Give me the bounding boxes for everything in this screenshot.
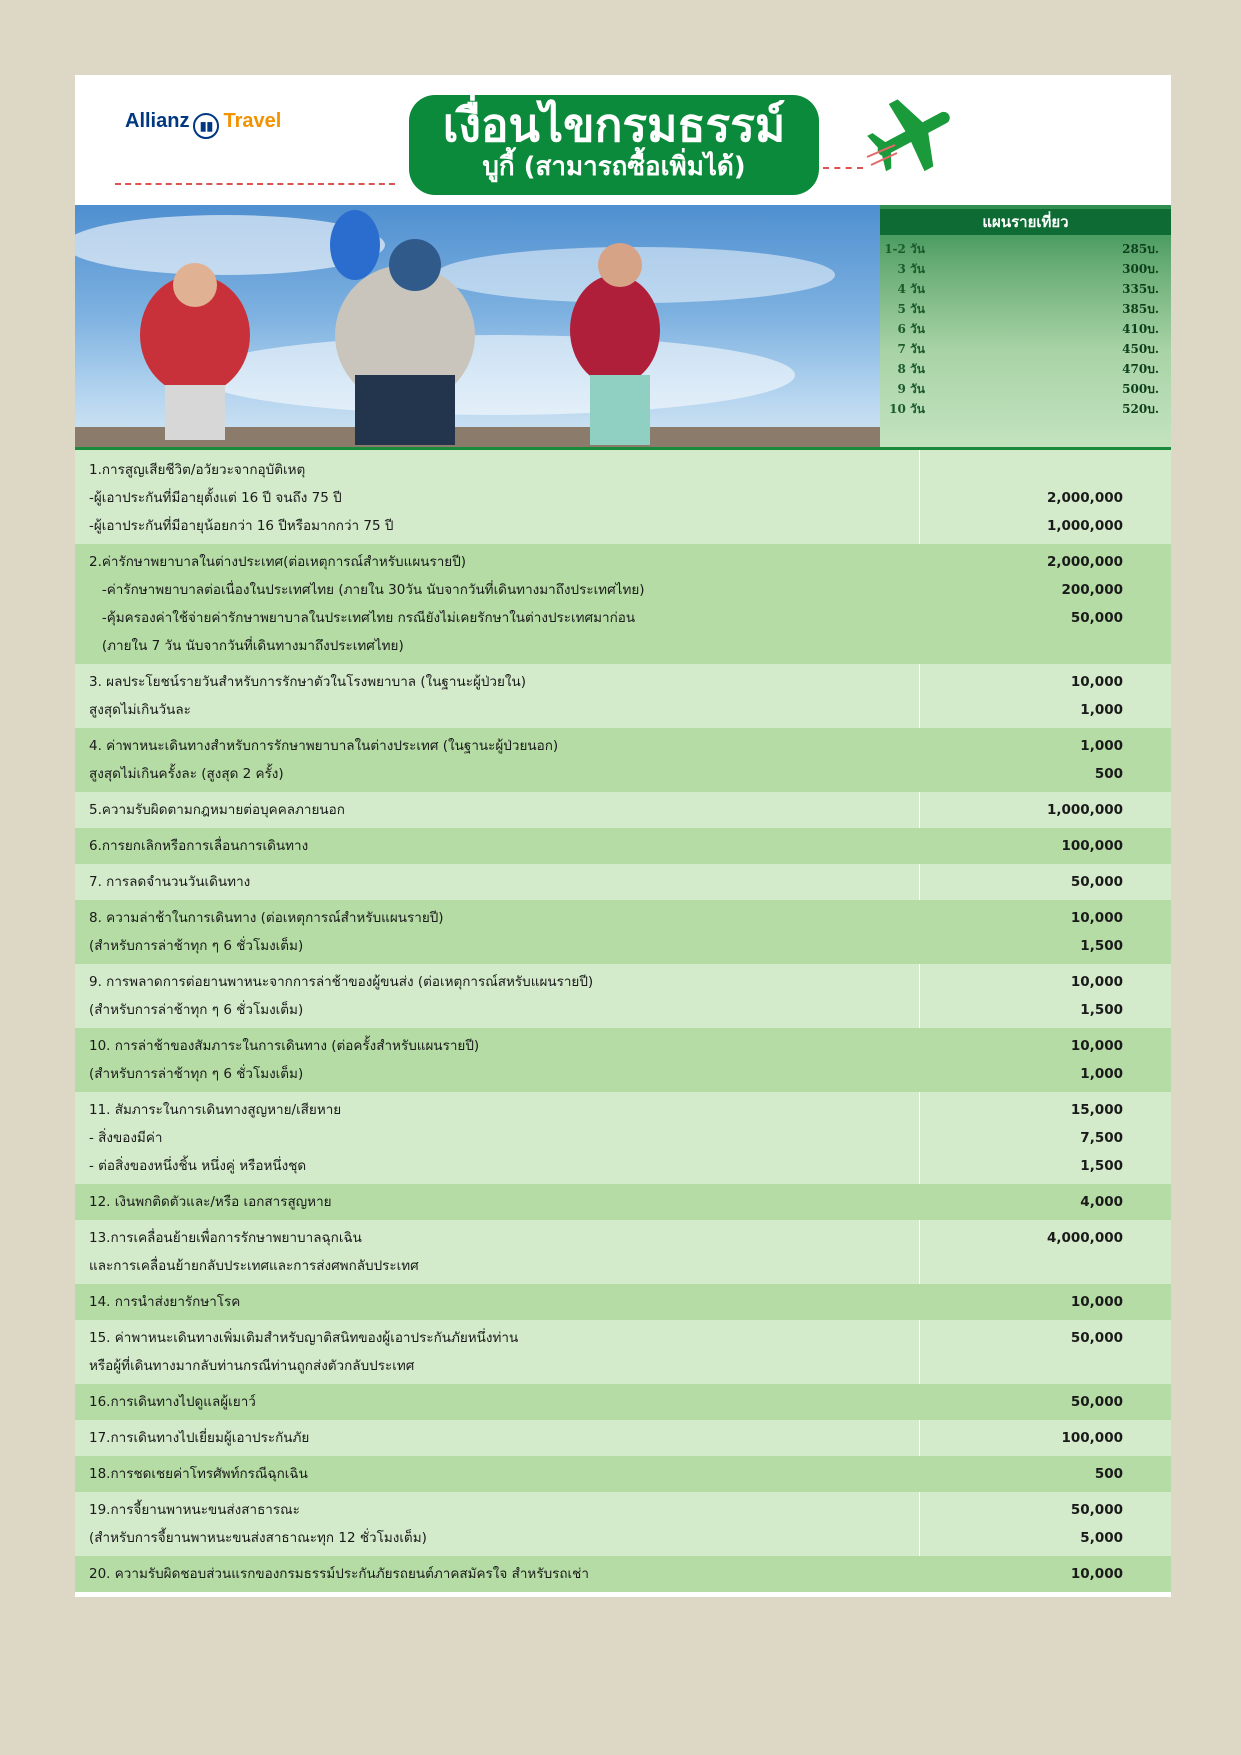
coverage-value: 2,000,000	[1046, 490, 1123, 506]
coverage-value: 100,000	[1061, 1430, 1123, 1446]
coverage-row	[75, 1320, 1171, 1384]
coverage-label: 12. เงินพกติดตัวและ/หรือ เอกสารสูญหาย	[89, 1194, 332, 1210]
coverage-row	[75, 1284, 1171, 1320]
coverage-label: 15. ค่าพาหนะเดินทางเพิ่มเติมสำหรับญาติสนิทของผู้เอาประกันภัยหนึ่งท่าน	[89, 1330, 519, 1346]
coverage-row	[75, 452, 1171, 544]
allianz-emblem-icon: ▮▮	[193, 113, 219, 139]
price-table-header: แผนรายเที่ยว	[880, 209, 1171, 235]
price-row	[880, 399, 1171, 419]
coverage-value: 500	[1094, 1466, 1123, 1482]
trip-days: 9 วัน	[897, 382, 925, 396]
brand-main: Allianz	[125, 110, 190, 132]
coverage-label: และการเคลื่อนย้ายกลับประเทศและการส่งศพกลับประเทศ	[89, 1258, 419, 1274]
coverage-label: สูงสุดไม่เกินครั้งละ (สูงสุด 2 ครั้ง)	[89, 766, 284, 782]
price-row	[880, 299, 1171, 319]
trip-days: 6 วัน	[897, 322, 925, 336]
coverage-value: 10,000	[1070, 1038, 1123, 1054]
coverage-row	[75, 1220, 1171, 1284]
coverage-label: 11. สัมภาระในการเดินทางสูญหาย/เสียหาย	[89, 1102, 342, 1118]
coverage-label: 3. ผลประโยชน์รายวันสำหรับการรักษาตัวในโรงพยาบาล (ในฐานะผู้ป่วยใน)	[89, 674, 526, 690]
coverage-value: 500	[1094, 766, 1123, 782]
coverage-row	[75, 544, 1171, 664]
coverage-label: -ผู้เอาประกันที่มีอายุตั้งแต่ 16 ปี จนถึง 75 ปี	[89, 490, 342, 506]
trip-price: 520บ.	[1122, 402, 1159, 416]
coverage-value: 10,000	[1070, 1294, 1123, 1310]
price-row	[880, 279, 1171, 299]
coverage-row	[75, 1420, 1171, 1456]
coverage-label: -ค่ารักษาพยาบาลต่อเนื่องในประเทศไทย (ภายใน 30วัน นับจากวันที่เดินทางมาถึงประเทศไทย)	[89, 582, 645, 598]
brand-sub: Travel	[223, 110, 282, 132]
coverage-label: (สำหรับการล่าช้าทุก ๆ 6 ชั่วโมงเต็ม)	[89, 938, 304, 954]
trip-days: 4 วัน	[897, 282, 925, 296]
trip-price: 285บ.	[1122, 242, 1159, 256]
coverage-value: 4,000	[1080, 1194, 1123, 1210]
coverage-row	[75, 828, 1171, 864]
coverage-label: 18.การชดเชยค่าโทรศัพท์กรณีฉุกเฉิน	[89, 1466, 308, 1482]
coverage-label: 13.การเคลื่อนย้ายเพื่อการรักษาพยาบาลฉุกเฉิน	[89, 1230, 362, 1246]
coverage-label: 14. การนำส่งยารักษาโรค	[89, 1294, 241, 1310]
coverage-table	[75, 447, 1171, 1582]
brand-logo	[125, 110, 281, 139]
coverage-value: 50,000	[1070, 874, 1123, 890]
trip-price: 385บ.	[1122, 302, 1159, 316]
coverage-label: 1.การสูญเสียชีวิต/อวัยวะจากอุบัติเหตุ	[89, 462, 306, 478]
policy-sheet	[75, 75, 1171, 1597]
trip-days: 1-2 วัน	[884, 242, 925, 256]
coverage-label: 6.การยกเลิกหรือการเลื่อนการเดินทาง	[89, 838, 309, 854]
coverage-value: 1,000,000	[1046, 802, 1123, 818]
coverage-row	[75, 664, 1171, 728]
coverage-value: 4,000,000	[1046, 1230, 1123, 1246]
coverage-label: 8. ความล่าช้าในการเดินทาง (ต่อเหตุการณ์สำหรับแผนรายปี)	[89, 910, 444, 926]
coverage-label: -ผู้เอาประกันที่มีอายุน้อยกว่า 16 ปีหรือมากกว่า 75 ปี	[89, 518, 394, 534]
coverage-value: 10,000	[1070, 910, 1123, 926]
coverage-value: 50,000	[1070, 1330, 1123, 1346]
coverage-row	[75, 1028, 1171, 1092]
coverage-value: 10,000	[1070, 974, 1123, 990]
coverage-row	[75, 864, 1171, 900]
coverage-label: 17.การเดินทางไปเยี่ยมผู้เอาประกันภัย	[89, 1430, 310, 1446]
coverage-value: 50,000	[1070, 610, 1123, 626]
coverage-value: 10,000	[1070, 674, 1123, 690]
coverage-label: 19.การจี้ยานพาหนะขนส่งสาธารณะ	[89, 1502, 300, 1518]
coverage-label: สูงสุดไม่เกินวันละ	[89, 702, 191, 718]
coverage-value: 1,000,000	[1046, 518, 1123, 534]
page-subtitle: บูกี้ (สามารถซื้อเพิ่มได้)	[482, 152, 746, 182]
coverage-value: 1,000	[1080, 1066, 1123, 1082]
coverage-value: 15,000	[1070, 1102, 1123, 1118]
price-row	[880, 339, 1171, 359]
coverage-row	[75, 1456, 1171, 1492]
coverage-label: 7. การลดจำนวนวันเดินทาง	[89, 874, 251, 890]
coverage-row	[75, 1492, 1171, 1556]
coverage-label: (สำหรับการล่าช้าทุก ๆ 6 ชั่วโมงเต็ม)	[89, 1002, 304, 1018]
coverage-label: -คุ้มครองค่าใช้จ่ายค่ารักษาพยาบาลในประเทศไทย กรณียังไม่เคยรักษาในต่างประเทศมาก่อน	[89, 610, 636, 626]
coverage-row	[75, 900, 1171, 964]
price-row	[880, 359, 1171, 379]
coverage-row	[75, 1384, 1171, 1420]
trip-days: 5 วัน	[897, 302, 925, 316]
coverage-value: 7,500	[1080, 1130, 1123, 1146]
trip-price-table	[880, 205, 1171, 447]
coverage-row	[75, 1092, 1171, 1184]
coverage-value: 1,500	[1080, 1158, 1123, 1174]
coverage-value: 50,000	[1070, 1394, 1123, 1410]
trip-price: 500บ.	[1122, 382, 1159, 396]
coverage-label: 16.การเดินทางไปดูแลผู้เยาว์	[89, 1394, 256, 1410]
coverage-label: - สิ่งของมีค่า	[89, 1130, 163, 1146]
coverage-value: 1,500	[1080, 1002, 1123, 1018]
coverage-label: 20. ความรับผิดชอบส่วนแรกของกรมธรรม์ประกันภัยรถยนต์ภาคสมัครใจ สำหรับรถเช่า	[89, 1566, 589, 1582]
price-row	[880, 239, 1171, 259]
coverage-label: (สำหรับการจี้ยานพาหนะขนส่งสาธาณะทุก 12 ชั่วโมงเต็ม)	[89, 1530, 427, 1546]
price-row	[880, 379, 1171, 399]
coverage-value: 10,000	[1070, 1566, 1123, 1582]
coverage-value: 1,500	[1080, 938, 1123, 954]
coverage-value: 100,000	[1061, 838, 1123, 854]
coverage-value: 50,000	[1070, 1502, 1123, 1518]
coverage-row	[75, 728, 1171, 792]
airplane-icon	[865, 87, 965, 177]
coverage-row	[75, 792, 1171, 828]
price-row	[880, 319, 1171, 339]
coverage-row	[75, 964, 1171, 1028]
title-banner	[409, 95, 819, 195]
coverage-label: (ภายใน 7 วัน นับจากวันที่เดินทางมาถึงประเทศไทย)	[89, 638, 404, 654]
coverage-row	[75, 1556, 1171, 1592]
coverage-value: 200,000	[1061, 582, 1123, 598]
page-title: เงื่อนไขกรมธรรม์	[442, 98, 786, 152]
hero-photo	[75, 205, 880, 447]
dashed-route-right	[823, 167, 863, 169]
price-row	[880, 259, 1171, 279]
coverage-label: 2.ค่ารักษาพยาบาลในต่างประเทศ(ต่อเหตุการณ์สำหรับแผนรายปี)	[89, 554, 467, 570]
coverage-value: 5,000	[1080, 1530, 1123, 1546]
trip-price: 300บ.	[1122, 262, 1159, 276]
coverage-label: 10. การล่าช้าของสัมภาระในการเดินทาง (ต่อครั้งสำหรับแผนรายปี)	[89, 1038, 480, 1054]
coverage-value: 1,000	[1080, 702, 1123, 718]
coverage-value: 1,000	[1080, 738, 1123, 754]
coverage-value: 2,000,000	[1046, 554, 1123, 570]
coverage-row	[75, 1184, 1171, 1220]
coverage-label: 4. ค่าพาหนะเดินทางสำหรับการรักษาพยาบาลในต่างประเทศ (ในฐานะผู้ป่วยนอก)	[89, 738, 559, 754]
trip-price: 470บ.	[1122, 362, 1159, 376]
trip-price: 410บ.	[1122, 322, 1159, 336]
trip-days: 10 วัน	[889, 402, 925, 416]
trip-days: 3 วัน	[897, 262, 925, 276]
trip-days: 8 วัน	[897, 362, 925, 376]
trip-days: 7 วัน	[897, 342, 925, 356]
coverage-label: หรือผู้ที่เดินทางมากลับท่านกรณีท่านถูกส่งตัวกลับประเทศ	[89, 1358, 415, 1374]
coverage-label: (สำหรับการล่าช้าทุก ๆ 6 ชั่วโมงเต็ม)	[89, 1066, 304, 1082]
coverage-label: - ต่อสิ่งของหนึ่งชิ้น หนึ่งคู่ หรือหนึ่งชุด	[89, 1158, 307, 1174]
trip-price: 335บ.	[1122, 282, 1159, 296]
coverage-label: 9. การพลาดการต่อยานพาหนะจากการล่าช้าของผู้ขนส่ง (ต่อเหตุการณ์สหรับแผนรายปี)	[89, 974, 594, 990]
trip-price: 450บ.	[1122, 342, 1159, 356]
coverage-label: 5.ความรับผิดตามกฎหมายต่อบุคคลภายนอก	[89, 802, 345, 818]
dashed-route-left	[115, 183, 395, 185]
